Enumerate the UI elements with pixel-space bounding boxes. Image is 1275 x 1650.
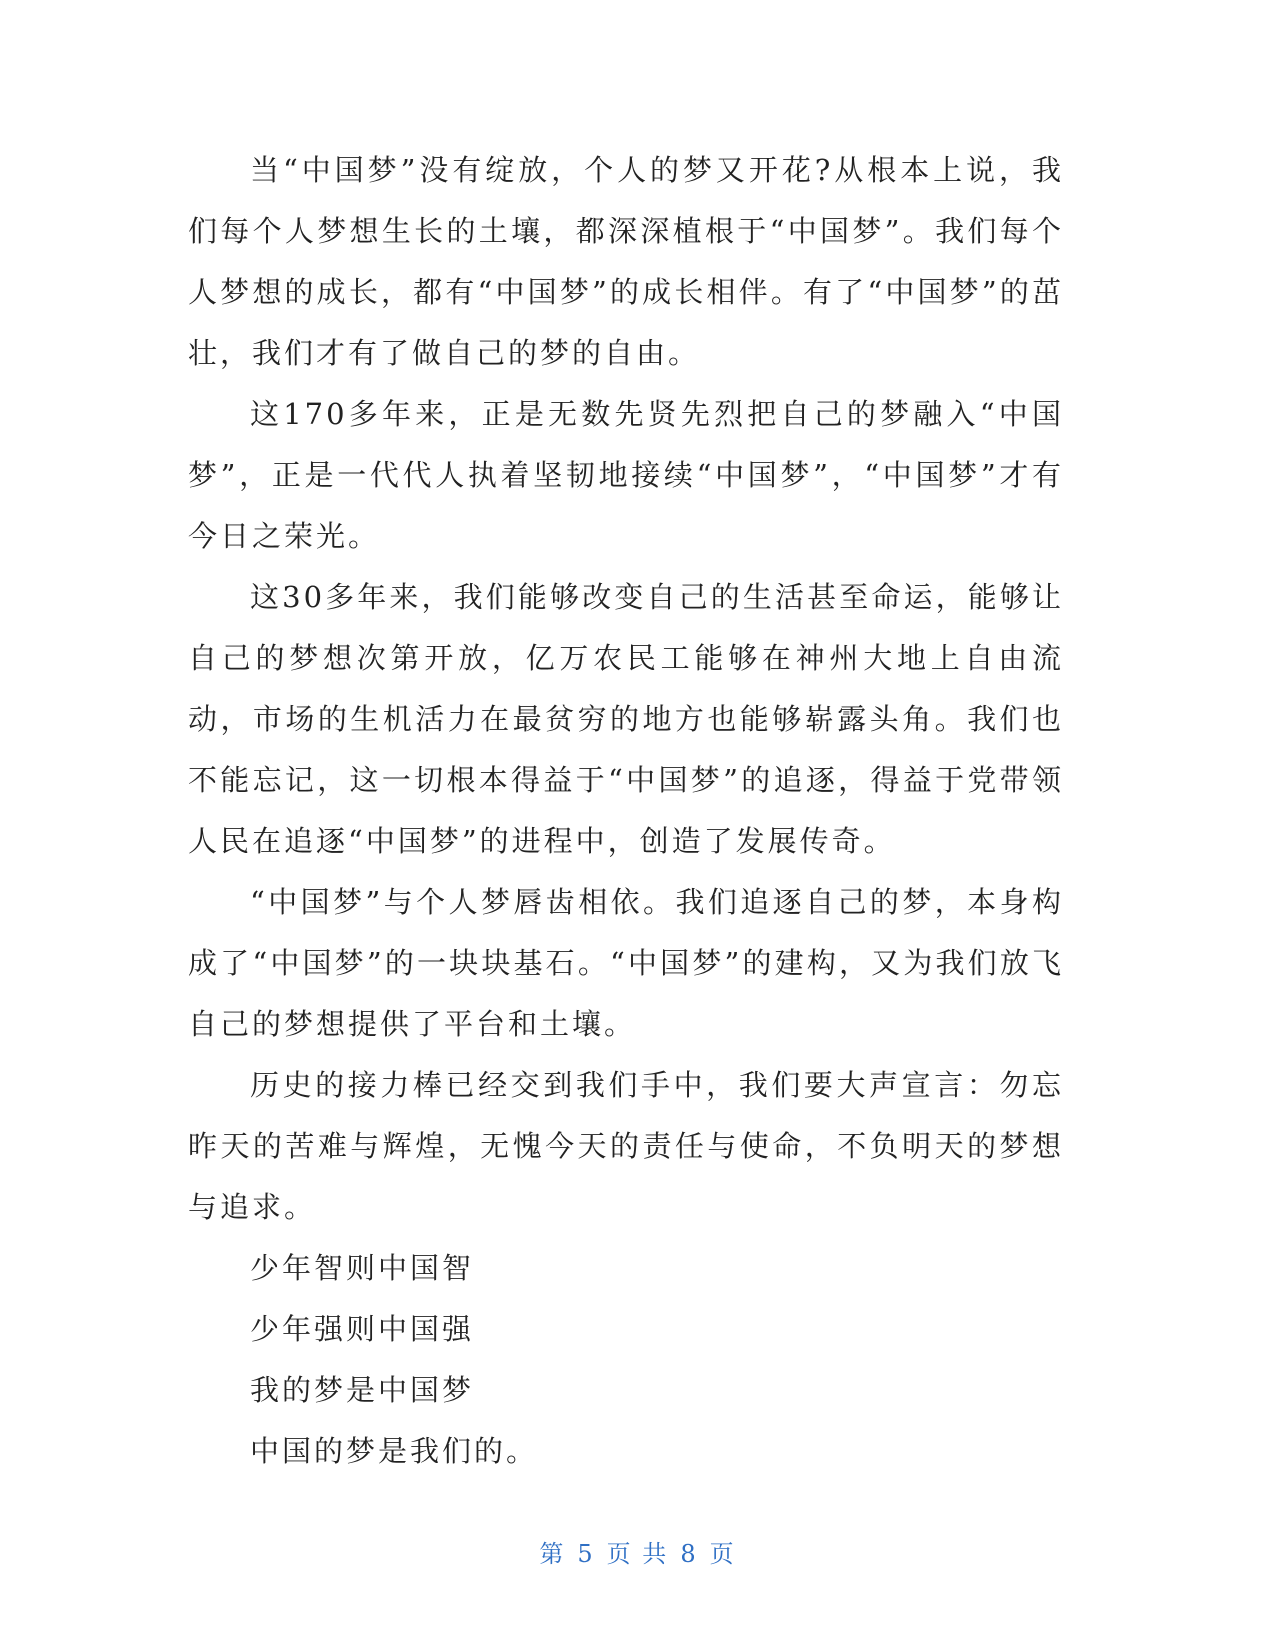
paragraph-2: 这170多年来，正是无数先贤先烈把自己的梦融入“中国梦”，正是一代代人执着坚韧地接续“中国梦”，“中国梦”才有今日之荣光。 xyxy=(188,397,1064,553)
footer-middle: 页 共 xyxy=(606,1540,669,1568)
verse-line-1: 少年智则中国智 xyxy=(250,1251,475,1285)
paragraph-4: “中国梦”与个人梦唇齿相依。我们追逐自己的梦，本身构成了“中国梦”的一块块基石。“中国梦”的建构，又为我们放飞自己的梦想提供了平台和土壤。 xyxy=(188,885,1064,1041)
page-footer xyxy=(0,1534,1275,1569)
footer-total-pages: 8 xyxy=(680,1540,698,1568)
footer-page-number: 5 xyxy=(577,1540,595,1568)
verse-line-2: 少年强则中国强 xyxy=(250,1312,475,1346)
paragraph-3: 这30多年来，我们能够改变自己的生活甚至命运，能够让自己的梦想次第开放，亿万农民工能够在神州大地上自由流动，市场的生机活力在最贫穷的地方也能够崭露头角。我们也不能忘记，这一切根本得益于“中国梦”的追逐，得益于党带领人民在追逐“中国梦”的进程中，创造了发展传奇。 xyxy=(188,580,1064,858)
paragraph-1: 当“中国梦”没有绽放，个人的梦又开花?从根本上说，我们每个人梦想生长的土壤，都深深植根于“中国梦”。我们每个人梦想的成长，都有“中国梦”的成长相伴。有了“中国梦”的茁壮，我们才有了做自己的梦的自由。 xyxy=(188,153,1064,370)
document-body xyxy=(188,140,1064,1482)
verse-line-3: 我的梦是中国梦 xyxy=(250,1373,475,1407)
footer-prefix: 第 xyxy=(539,1540,566,1568)
paragraph-5: 历史的接力棒已经交到我们手中，我们要大声宣言：勿忘昨天的苦难与辉煌，无愧今天的责任与使命，不负明天的梦想与追求。 xyxy=(188,1068,1064,1224)
verse-line-4: 中国的梦是我们的。 xyxy=(250,1434,539,1468)
footer-suffix: 页 xyxy=(709,1540,736,1568)
